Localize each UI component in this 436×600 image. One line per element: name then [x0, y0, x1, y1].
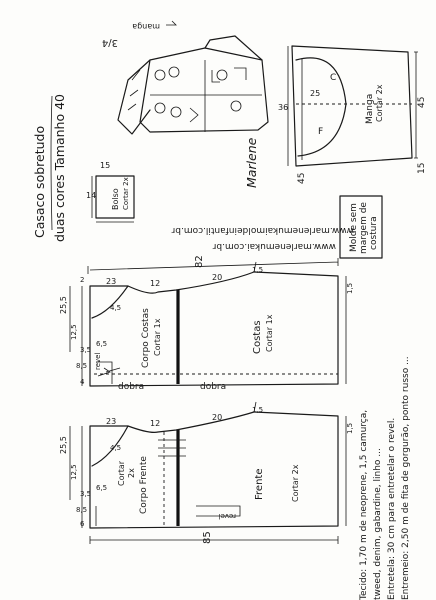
sleeve-cut [375, 84, 384, 122]
back-m-255-text: 25,5 [59, 296, 68, 314]
front-revel-mark-text: revel [218, 512, 236, 520]
front-side-cut [291, 464, 300, 502]
back-m-65: 6,5 [96, 340, 108, 348]
front-m-20: 20 [212, 413, 223, 422]
sleeve-label-text: Manga [365, 93, 375, 124]
sleeve-bottom-label [297, 173, 307, 184]
back-fold-1: dobra [118, 382, 145, 392]
back-m-35: 3,5 [80, 346, 92, 354]
sleeve-arrow [166, 21, 176, 25]
back-piece-cut [153, 318, 162, 356]
front-revel-mark [219, 512, 236, 520]
back-m-bottom-text: 1,5 [346, 282, 354, 294]
front-length-text: 85 [202, 531, 213, 544]
pocket-height: 15 [100, 161, 111, 170]
sleeve-word [132, 22, 160, 31]
front-m-125 [70, 464, 78, 480]
back-m-255 [59, 296, 68, 314]
front-m-65: 6,5 [96, 484, 108, 492]
sleeve-cap: 25 [310, 89, 321, 98]
front-m-bottom [346, 423, 354, 434]
back-m-2: 2 [80, 276, 85, 284]
mold-note-line-2: margem de [359, 202, 369, 254]
back-piece-label [141, 308, 151, 368]
front-left-cut [127, 468, 136, 478]
back-m-85: 8,5 [76, 362, 88, 370]
back-m-4: 4 [80, 378, 85, 386]
sleeve-mark-f: F [318, 127, 324, 137]
sleeve-bottom-text: 45 [297, 172, 307, 184]
front-m-23: 23 [106, 417, 117, 426]
front-m-6: 6 [80, 520, 85, 528]
title-block [32, 94, 67, 242]
back-length-text: 82 [194, 255, 205, 268]
sleeve-length-value: 3/4 [101, 37, 118, 48]
front-left-label [117, 460, 126, 486]
front-side-label-text: Frente [254, 468, 265, 500]
title-line-1: Casaco sobretudo [32, 125, 47, 238]
sleeve-small-label [417, 163, 427, 174]
front-left-label-text: Cortar [117, 460, 126, 486]
mold-note-line-3: costura [369, 216, 379, 250]
back-revel [94, 353, 102, 370]
url-molde-text: www.marlenemukaimoldeinfantil.com.br [171, 225, 354, 235]
front-m-bottom-text: 1,5 [346, 422, 354, 434]
front-piece-label [139, 456, 149, 514]
back-piece-cut-text: Cortar 1x [153, 318, 162, 356]
pocket-width: 14 [86, 191, 97, 200]
front-length [202, 531, 213, 544]
front-m-255-text: 25,5 [59, 436, 68, 454]
pocket-label [111, 188, 120, 210]
back-m-15: 1,5 [252, 266, 264, 274]
back-piece-label-text: Corpo Costas [141, 308, 151, 368]
notes-line-1: Tecido: 1,70 m de neoprene, 1,5 camurça, [359, 409, 369, 600]
back-m-20: 20 [212, 273, 223, 282]
title-line-2: duas cores Tamanho 40 [52, 94, 67, 242]
back-side-label-text: Costas [252, 320, 263, 354]
notes-line-3: Entretela: 30 cm para entretelar o revel. [387, 417, 397, 600]
sleeve-mark-c: C [330, 73, 337, 83]
back-fold-2: dobra [200, 382, 227, 392]
sleeve-small-text: 15 [417, 162, 427, 174]
sleeve-label [365, 94, 375, 124]
front-m-15: 1,5 [252, 406, 264, 414]
url-site [212, 241, 336, 251]
pocket-cut [122, 177, 130, 210]
mold-note-line-1: Molde sem [349, 203, 359, 252]
pocket-label-text: Bolso [111, 188, 120, 210]
back-m-bottom [346, 283, 354, 294]
url-site-text: www.marlenemukai.com.br [212, 241, 336, 251]
front-m-255 [59, 436, 68, 454]
sleeve-cut-text: Cortar 2x [375, 84, 384, 122]
front-m-85: 8,5 [76, 506, 88, 514]
fabric-notes [359, 356, 411, 600]
back-side-cut-text: Cortar 1x [265, 314, 274, 352]
sleeve-width-text: 45 [417, 96, 427, 108]
sleeve-height: 36 [278, 103, 289, 112]
front-m-35: 3,5 [80, 490, 92, 498]
signature [244, 137, 259, 188]
back-side-label [252, 320, 263, 354]
front-piece-label-text: Corpo Frente [139, 456, 149, 514]
sleeve-width-label [417, 97, 427, 108]
notes-line-2: tweed, denim, gabardine, linho ... [373, 448, 383, 600]
back-length [194, 255, 205, 268]
back-m-125-text: 12,5 [70, 324, 78, 340]
front-m-125-text: 12,5 [70, 464, 78, 480]
front-m-45: 4,5 [110, 444, 122, 452]
coat-sketch [118, 36, 268, 134]
front-m-12: 12 [150, 419, 161, 428]
sleeve-word-text: manga [132, 22, 160, 31]
back-revel-text: revel [94, 352, 102, 370]
sleeve-length-note [102, 37, 118, 48]
notes-line-4: Entremeio: 2,50 m de fita de gorgurão, ponto russo ... [401, 356, 411, 600]
back-side-cut [265, 314, 274, 352]
signature-text: Marlene [244, 137, 259, 188]
sleeve-piece [288, 46, 418, 166]
back-m-45: 4,5 [110, 304, 122, 312]
back-m-125 [70, 324, 78, 340]
front-left-cut-text: 2x [127, 468, 136, 478]
pocket-cut-text: Cortar 2x [122, 177, 130, 210]
back-m-23: 23 [106, 277, 117, 286]
back-m-12: 12 [150, 279, 161, 288]
front-side-cut-text: Cortar 2x [291, 464, 300, 502]
url-molde [171, 225, 354, 235]
front-side-label [254, 469, 265, 500]
